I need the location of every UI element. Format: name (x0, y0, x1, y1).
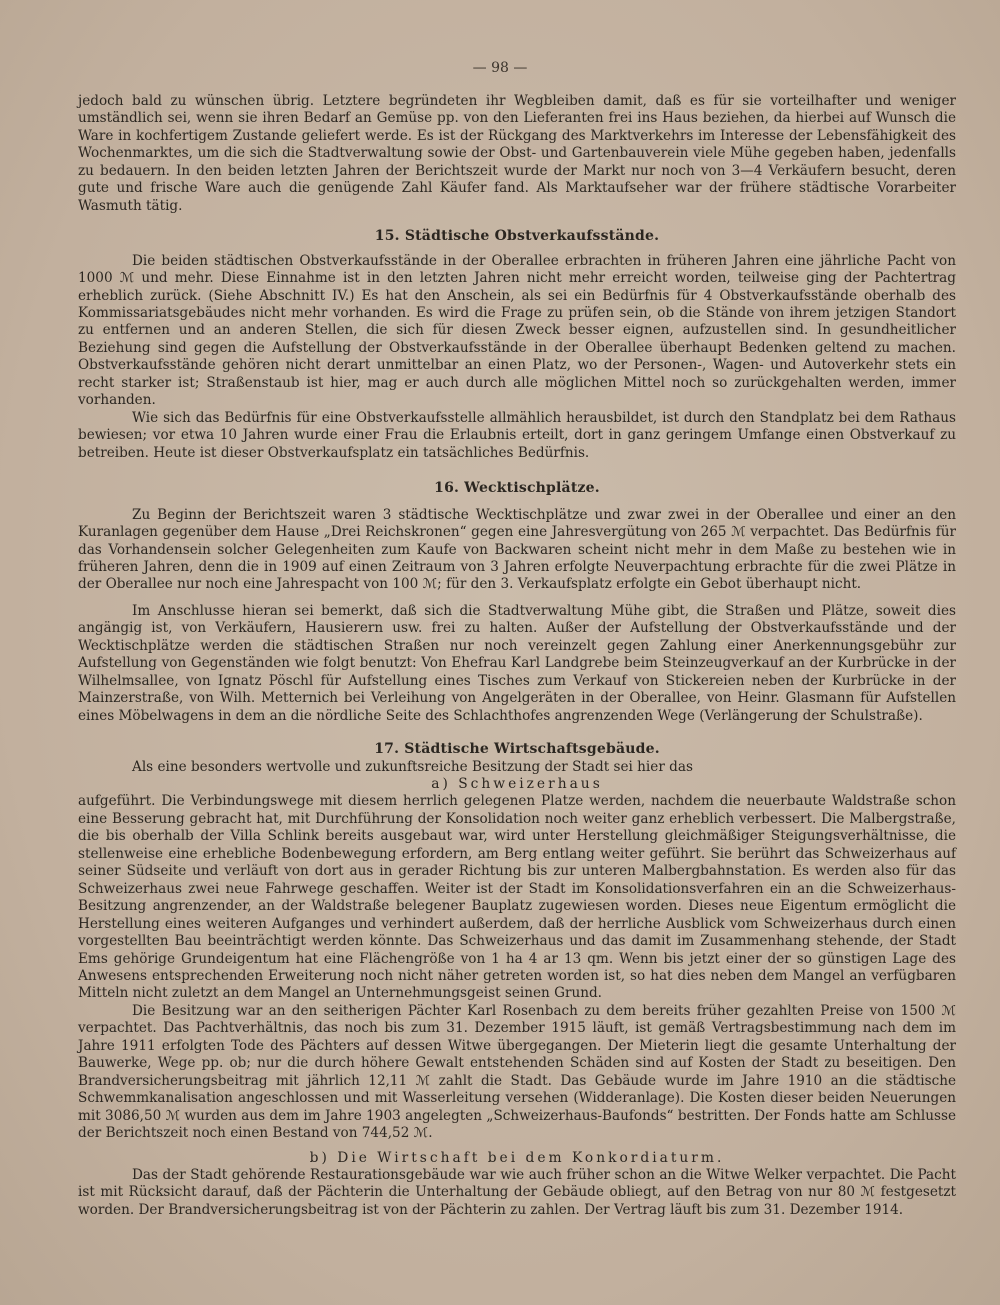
section-17-lead: Als eine besonders wertvolle und zukunftsreiche Besitzung der Stadt sei hier das (132, 758, 693, 775)
subsection-b-heading: b) Die Wirtschaft bei dem Konkordiaturm. (309, 1149, 725, 1166)
section-15-paragraph: Die beiden städtischen Obstverkaufsstände in der Oberallee erbrachten in früheren Jahren eine jährliche Pacht von 1000 ℳ und mehr. Diese Einnahme ist in den letzten Jahren nicht mehr erreicht worden, teilweise ging der Pachtertrag erheblich zurück. (Siehe Abschnitt IV.) Es hat den Anschein, als sei ein Bedürfnis für 4 Obstverkaufsstände oberhalb des Kommissariatsgebäudes nicht mehr vorhanden. Es wird die Frage zu prüfen sein, ob die Stände von ihrem jetzigen Standort zu entfernen und an anderen Stellen, die sich für diesen Zweck besser eignen, aufzustellen sind. In gesundheitlicher Beziehung sind gegen die Aufstellung der Obstverkaufsstände in der Oberallee überhaupt Bedenken geltend zu machen. Obstverkaufsstände gehören nicht derart unmittelbar an einen Platz, wo der Personen-, Wagen- und Autoverkehr stets ein recht starker ist; Straßenstaub ist hier, mag er auch durch alle möglichen Mittel noch so zurückgehalten werden, immer vorhanden. (78, 252, 956, 409)
subsection-a-paragraph: Die Besitzung war an den seitherigen Pächter Karl Rosenbach zu dem bereits früher gezahlten Preise von 1500 ℳ verpachtet. Das Pachtverhältnis, das noch bis zum 31. Dezember 1915 läuft, ist gemäß Vertragsbestimmung nach dem im Jahre 1911 erfolgten Tode des Pächters auf dessen Witwe übergegangen. Der Mieterin liegt die gesamte Unterhaltung der Bauwerke, Wege pp. ob; nur die durch höhere Gewalt entstehenden Schäden sind auf Kosten der Stadt zu beseitigen. Den Brandversicherungsbeitrag mit jährlich 12,11 ℳ zahlt die Stadt. Das Gebäude wurde im Jahre 1910 an die städtische Schwemmkanalisation angeschlossen und mit Wasserleitung versehen (Widderanlage). Die Kosten dieser beiden Neuerungen mit 3086,50 ℳ wurden aus dem im Jahre 1903 angelegten „Schweizerhaus-Baufonds“ bestritten. Der Fonds hatte am Schlusse der Berichtszeit noch einen Bestand von 744,52 ℳ. (78, 1002, 956, 1142)
section-16-paragraph: Zu Beginn der Berichtszeit waren 3 städtische Wecktischplätze und zwar zwei in der Oberallee und einer an den Kuranlagen gegenüber dem Hause „Drei Reichskronen“ gegen eine Jahresvergütung von 265 ℳ verpachtet. Das Bedürfnis für das Vorhandensein solcher Gelegenheiten zum Kaufe von Backwaren scheint nicht mehr in dem Maße zu bestehen wie in früheren Jahren, denn die in 1909 auf einen Zeitraum von 3 Jahren erfolgte Neuverpachtung erbrachte für die zwei Plätze in der Oberallee nur noch eine Jahrespacht von 100 ℳ; für den 3. Verkaufsplatz erfolgte ein Gebot überhaupt nicht. (78, 506, 956, 593)
page-number: — 98 — (472, 60, 528, 76)
subsection-b-paragraph: Das der Stadt gehörende Restaurationsgebäude war wie auch früher schon an die Witwe Welker verpachtet. Die Pacht ist mit Rücksicht darauf, daß der Pächterin die Unterhaltung der Gebäude obliegt, auf den Betrag von nur 80 ℳ festgesetzt worden. Der Brandversicherungsbeitrag ist von der Pächterin zu zahlen. Der Vertrag läuft bis zum 31. Dezember 1914. (78, 1166, 956, 1218)
section-16-heading: 16. Wecktischplätze. (434, 480, 600, 497)
section-16-paragraph: Im Anschlusse hieran sei bemerkt, daß sich die Stadtverwaltung Mühe gibt, die Straßen und Plätze, soweit dies angängig ist, von Verkäufern, Hausierern usw. frei zu halten. Außer der Aufstellung der Obstverkaufsstände und der Wecktischplätze werden die städtischen Straßen nur noch vereinzelt gegen Zahlung einer Anerkennungsgebühr zur Aufstellung von Gegenständen wie folgt benutzt: Von Ehefrau Karl Landgrebe beim Steinzeugverkauf an der Kurbrücke in der Wilhelmsallee, von Ignatz Pöschl für Aufstellung eines Tisches zum Verkauf von Stickereien neben der Kurbrücke in der Mainzerstraße, von Wilh. Metternich bei Verleihung von Angelgeräten in der Oberallee, von Heinr. Glasmann für Aufstellen eines Möbelwagens in dem an die nördliche Seite des Schlachthofes angrenzenden Wege (Verlängerung der Schulstraße). (78, 602, 956, 724)
section-15-heading: 15. Städtische Obstverkaufsstände. (374, 228, 660, 245)
document-body (78, 93, 956, 1219)
subsection-a-paragraph: aufgeführt. Die Verbindungswege mit diesem herrlich gelegenen Platze werden, nachdem die neuerbaute Waldstraße schon eine Besserung gebracht hat, mit Durchführung der Konsolidation noch weiter ganz erheblich verbessert. Die Malbergstraße, die bis oberhalb der Villa Schlink bereits ausgebaut war, wird unter Herstellung gleichmäßiger Steigungsverhältnisse, die stellenweise eine erhebliche Bodenbewegung erfordern, am Berg entlang weiter geführt. Sie berührt das Schweizerhaus auf seiner Südseite und verläuft von dort aus in gerader Richtung bis zur unteren Malbergbahnstation. Es werden also für das Schweizerhaus zwei neue Fahrwege geschaffen. Weiter ist der Stadt im Konsolidationsverfahren ein an die Schweizerhaus-Besitzung angrenzender, an der Waldstraße belegener Bauplatz zugewiesen worden. Dieses neue Eigentum ermöglicht die Herstellung eines weiteren Aufganges und verhindert außerdem, daß der herrliche Ausblick vom Schweizerhaus durch einen vorgestellten Bau beeinträchtigt werden könnte. Das Schweizerhaus und das damit im Zusammenhang stehende, der Stadt Ems gehörige Grundeigentum hat eine Flächengröße von 1 ha 4 ar 13 qm. Wenn bis jetzt einer der so günstigen Lage des Anwesens entsprechenden Erweiterung noch nicht näher getreten worden ist, so hat dies neben dem Mangel an verfügbaren Mitteln nicht zuletzt an dem Mangel an Unternehmungsgeist seinen Grund. (78, 793, 956, 1002)
section-17-heading: 17. Städtische Wirtschaftsgebäude. (374, 741, 660, 758)
section-15-paragraph: Wie sich das Bedürfnis für eine Obstverkaufsstelle allmählich herausbildet, ist durch den Standplatz bei dem Rathaus bewiesen; vor etwa 10 Jahren wurde einer Frau die Erlaubnis erteilt, dort in ganz geringem Umfange einen Obstverkauf zu betreiben. Heute ist dieser Obstverkaufsplatz ein tatsächliches Bedürfnis. (78, 409, 956, 461)
intro-paragraph: jedoch bald zu wünschen übrig. Letztere begründeten ihr Wegbleiben damit, daß es für sie vorteilhafter und weniger umständlich sei, wenn sie ihren Bedarf an Gemüse pp. von den Lieferanten frei ins Haus beziehen, da hierbei auf Wunsch die Ware in kochfertigem Zustande geliefert werde. Es ist der Rückgang des Marktverkehrs im Interesse der Lebensfähigkeit des Wochenmarktes, um die sich die Stadtverwaltung sowie der Obst- und Gartenbauverein viele Mühe gegeben haben, jedenfalls zu bedauern. In den beiden letzten Jahren der Berichtszeit wurde der Markt nur noch von 3—4 Verkäufern besucht, deren gute und frische Ware auch die genügende Zahl Käufer fand. Als Marktaufseher war der frühere städtische Vorarbeiter Wasmuth tätig. (78, 93, 956, 214)
subsection-a-heading: a) Schweizerhaus (431, 776, 603, 792)
